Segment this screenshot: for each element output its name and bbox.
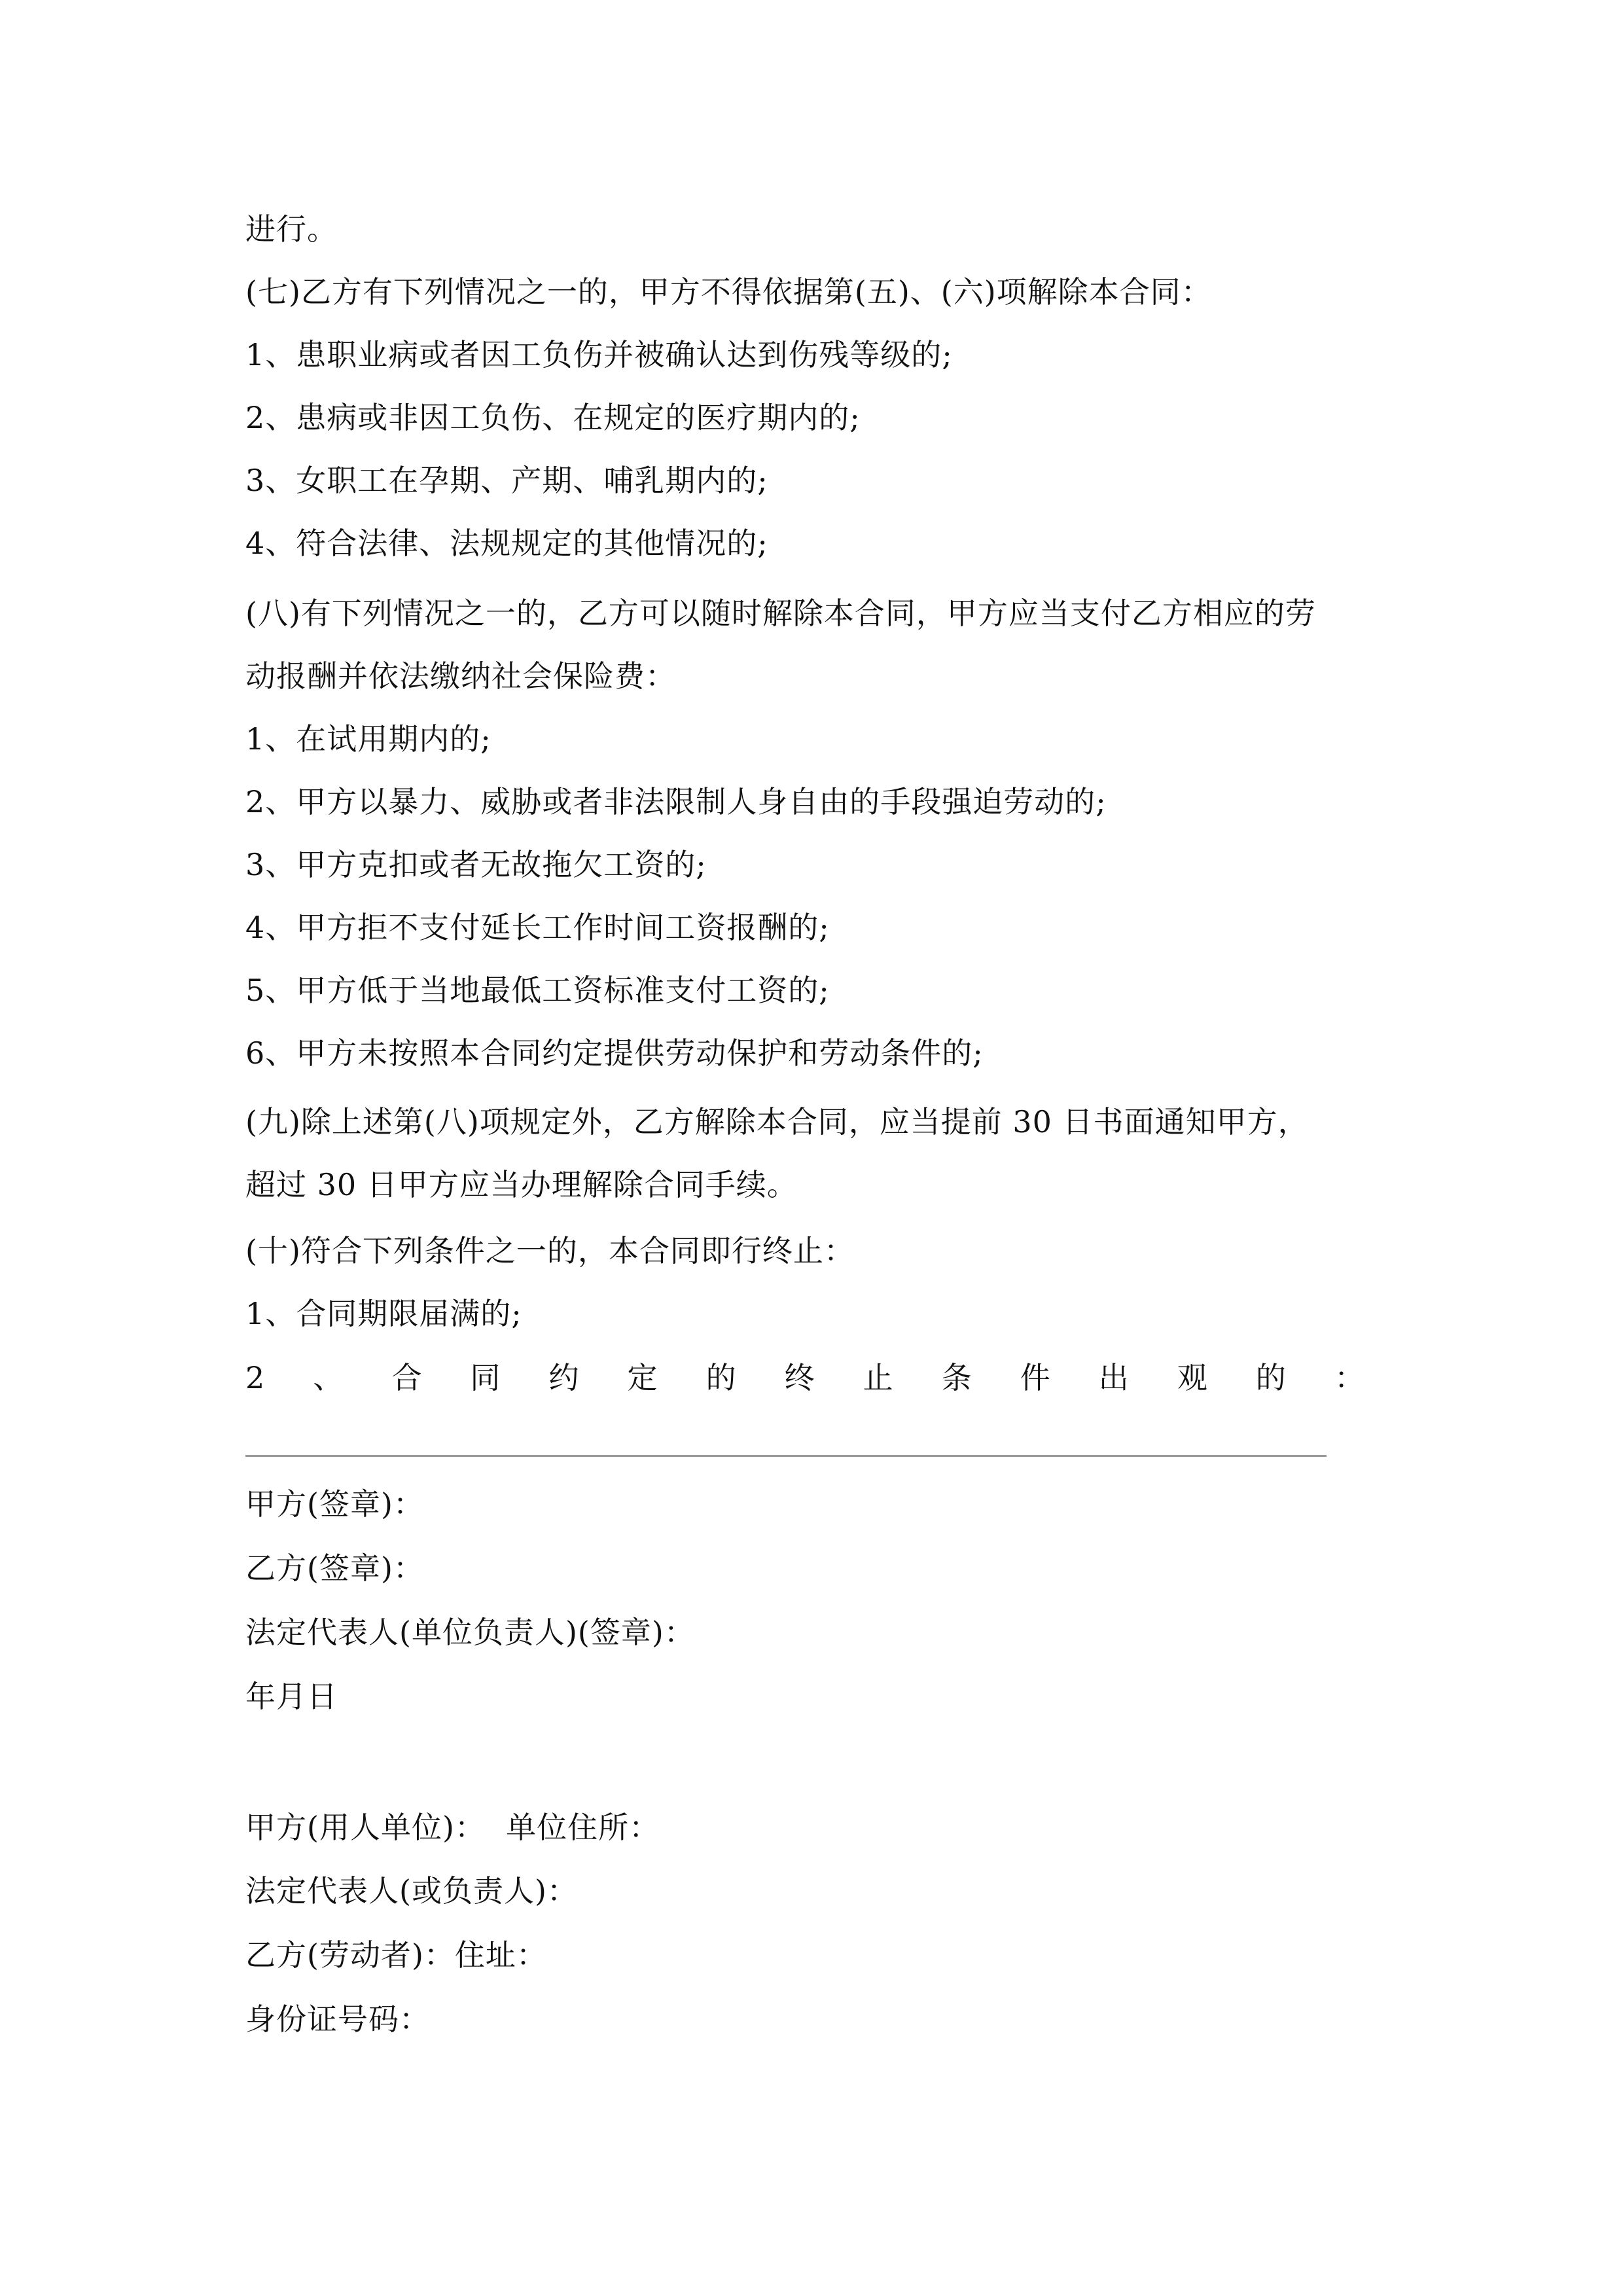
spread-char: 、	[313, 1360, 344, 1395]
clause-line: 3、女职工在孕期、产期、哺乳期内的;	[245, 463, 768, 498]
clause-line: 2、患病或非因工负伤、在规定的医疗期内的;	[245, 400, 861, 435]
clause-line: (八)有下列情况之一的，乙方可以随时解除本合同，甲方应当支付乙方相应的劳	[245, 596, 1316, 631]
spread-char: 同	[470, 1360, 501, 1395]
clause-line: 4、符合法律、法规规定的其他情况的;	[245, 526, 768, 561]
spread-char: 定	[627, 1360, 658, 1395]
spread-char: 约	[548, 1360, 579, 1395]
spread-char: 的	[1255, 1360, 1286, 1395]
spread-char: 的	[705, 1360, 736, 1395]
clause-line: 4、甲方拒不支付延长工作时间工资报酬的;	[245, 910, 830, 945]
spread-char: 观	[1177, 1360, 1207, 1395]
clause-line: 进行。	[245, 211, 338, 247]
spread-char: ：	[1334, 1360, 1364, 1395]
spread-char: 出	[1098, 1360, 1129, 1395]
clause-line: 1、患职业病或者因工负伤并被确认达到伤残等级的;	[245, 337, 953, 372]
clause-line: 5、甲方低于当地最低工资标准支付工资的;	[245, 973, 830, 1008]
spread-char: 2	[245, 1360, 265, 1395]
clause-line: (九)除上述第(八)项规定外，乙方解除本合同，应当提前 30 日书面通知甲方，	[245, 1104, 1309, 1139]
spread-char: 止	[863, 1360, 893, 1395]
clause-line: 3、甲方克扣或者无故拖欠工资的;	[245, 847, 707, 882]
spread-char: 条	[941, 1360, 972, 1395]
clause-line: 6、甲方未按照本合同约定提供劳动保护和劳动条件的;	[245, 1035, 984, 1071]
signature-date: 年月日	[245, 1679, 338, 1714]
clause-line: 1、合同期限届满的;	[245, 1296, 522, 1331]
signature-line-legal-rep: 法定代表人(单位负责人)(签章)：	[245, 1615, 695, 1650]
id-number-line: 身份证号码：	[245, 2001, 430, 2037]
party-b-worker-line: 乙方(劳动者)：住址：	[245, 1937, 547, 1973]
spread-char: 件	[1020, 1360, 1050, 1395]
clause-line: 动报酬并依法缴纳社会保险费：	[245, 658, 676, 694]
party-a-employer-line: 甲方(用人单位)： 单位住所：	[245, 1810, 660, 1845]
clause-line: (七)乙方有下列情况之一的，甲方不得依据第(五)、(六)项解除本合同：	[245, 274, 1212, 310]
divider-line	[245, 1455, 1327, 1457]
clause-line: (十)符合下列条件之一的，本合同即行终止：	[245, 1233, 855, 1268]
justified-clause-line	[245, 1359, 1364, 1396]
clause-line: 超过 30 日甲方应当办理解除合同手续。	[245, 1167, 798, 1202]
signature-line-party-a: 甲方(签章)：	[245, 1486, 424, 1522]
spread-char: 合	[391, 1360, 422, 1395]
spread-char: 终	[784, 1360, 815, 1395]
clause-line: 2、甲方以暴力、威胁或者非法限制人身自由的手段强迫劳动的;	[245, 784, 1107, 819]
clause-line: 1、在试用期内的;	[245, 721, 491, 757]
legal-representative-line: 法定代表人(或负责人)：	[245, 1873, 578, 1909]
signature-line-party-b: 乙方(签章)：	[245, 1551, 424, 1586]
